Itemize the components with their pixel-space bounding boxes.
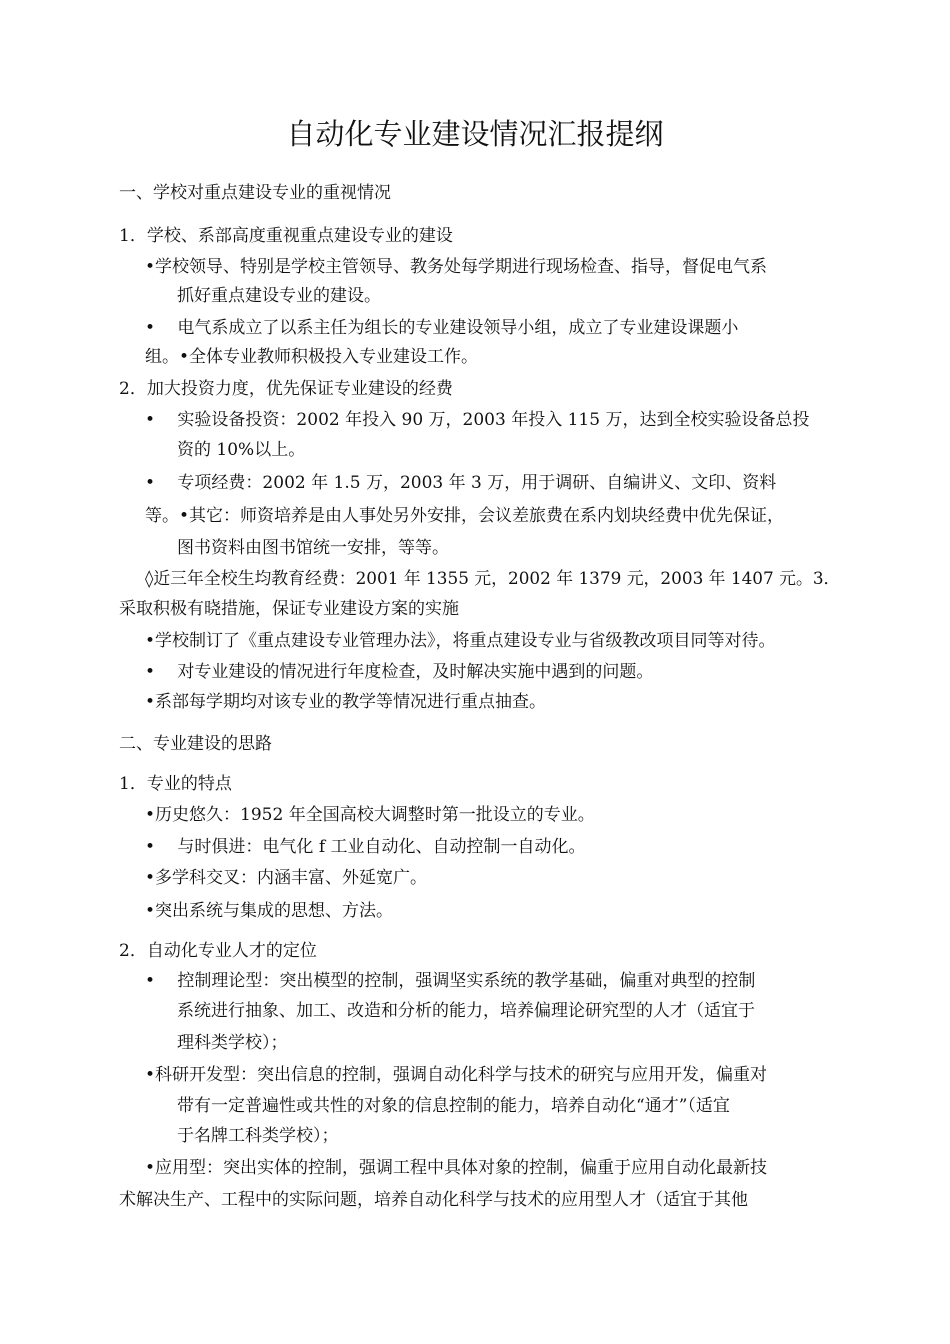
bullet-line: • 专项经费：2002 年 1.5 万，2003 年 3 万，用于调研、自编讲义、文印、资料 [145, 473, 777, 493]
bullet-continuation: 图书资料由图书馆统一安排，等等。 [177, 538, 449, 558]
bullet-line: • 对专业建设的情况进行年度检查，及时解决实施中遇到的问题。 [145, 662, 654, 682]
bullet-continuation: 术解决生产、工程中的实际问题，培养自动化科学与技术的应用型人才（适宜于其他 [119, 1190, 748, 1210]
subheading-1-2: 2．加大投资力度，优先保证专业建设的经费 [119, 379, 453, 399]
subheading-1-1: 1．学校、系部高度重视重点建设专业的建设 [119, 226, 453, 246]
section-heading-1: 一、学校对重点建设专业的重视情况 [119, 183, 391, 203]
bullet-line: • 控制理论型：突出模型的控制，强调坚实系统的教学基础，偏重对典型的控制 [145, 971, 756, 991]
bullet-line: •学校制订了《重点建设专业管理办法》，将重点建设专业与省级教改项目同等对待。 [145, 631, 776, 651]
section-heading-2: 二、专业建设的思路 [119, 734, 272, 754]
bullet-continuation: 理科类学校）； [177, 1033, 288, 1053]
subheading-1-3: 采取积极有晓措施，保证专业建设方案的实施 [119, 599, 459, 619]
bullet-continuation: 资的 10%以上。 [177, 440, 306, 460]
bullet-continuation: 系统进行抽象、加工、改造和分析的能力，培养偏理论研究型的人才（适宜于 [177, 1001, 755, 1021]
bullet-line: •学校领导、特别是学校主管领导、教务处每学期进行现场检查、指导，督促电气系 [145, 257, 768, 277]
bullet-continuation: 组。•全体专业教师积极投入专业建设工作。 [145, 347, 479, 367]
bullet-line: •历史悠久：1952 年全国高校大调整时第一批设立的专业。 [145, 805, 595, 825]
diamond-line: ◊近三年全校生均教育经费：2001 年 1355 元，2002 年 1379 元，2003 年 1407 元。3． [145, 569, 841, 589]
bullet-line: • 与时俱进：电气化 f 工业自动化、自动控制一自动化。 [145, 837, 586, 857]
bullet-line: •突出系统与集成的思想、方法。 [145, 901, 394, 921]
document-title: 自动化专业建设情况汇报提纲 [286, 117, 664, 151]
bullet-line: •应用型：突出实体的控制，强调工程中具体对象的控制，偏重于应用自动化最新技 [145, 1158, 768, 1178]
bullet-continuation: 带有一定普遍性或共性的对象的信息控制的能力，培养自动化“通才”（适宜 [177, 1096, 730, 1116]
bullet-line: • 实验设备投资：2002 年投入 90 万，2003 年投入 115 万，达到全校实验设备总投 [145, 410, 810, 430]
bullet-line: •科研开发型：突出信息的控制，强调自动化科学与技术的研究与应用开发，偏重对 [145, 1065, 768, 1085]
bullet-continuation: 抓好重点建设专业的建设。 [177, 286, 381, 306]
bullet-continuation: 于名牌工科类学校）； [177, 1126, 339, 1146]
bullet-line: •系部每学期均对该专业的教学等情况进行重点抽查。 [145, 692, 547, 712]
subheading-2-1: 1．专业的特点 [119, 774, 232, 794]
bullet-continuation: 等。•其它：师资培养是由人事处另外安排，会议差旅费在系内划块经费中优先保证， [145, 506, 785, 526]
bullet-line: •多学科交叉：内涵丰富、外延宽广。 [145, 868, 428, 888]
subheading-2-2: 2．自动化专业人才的定位 [119, 941, 317, 961]
bullet-line: • 电气系成立了以系主任为组长的专业建设领导小组，成立了专业建设课题小 [145, 318, 739, 338]
